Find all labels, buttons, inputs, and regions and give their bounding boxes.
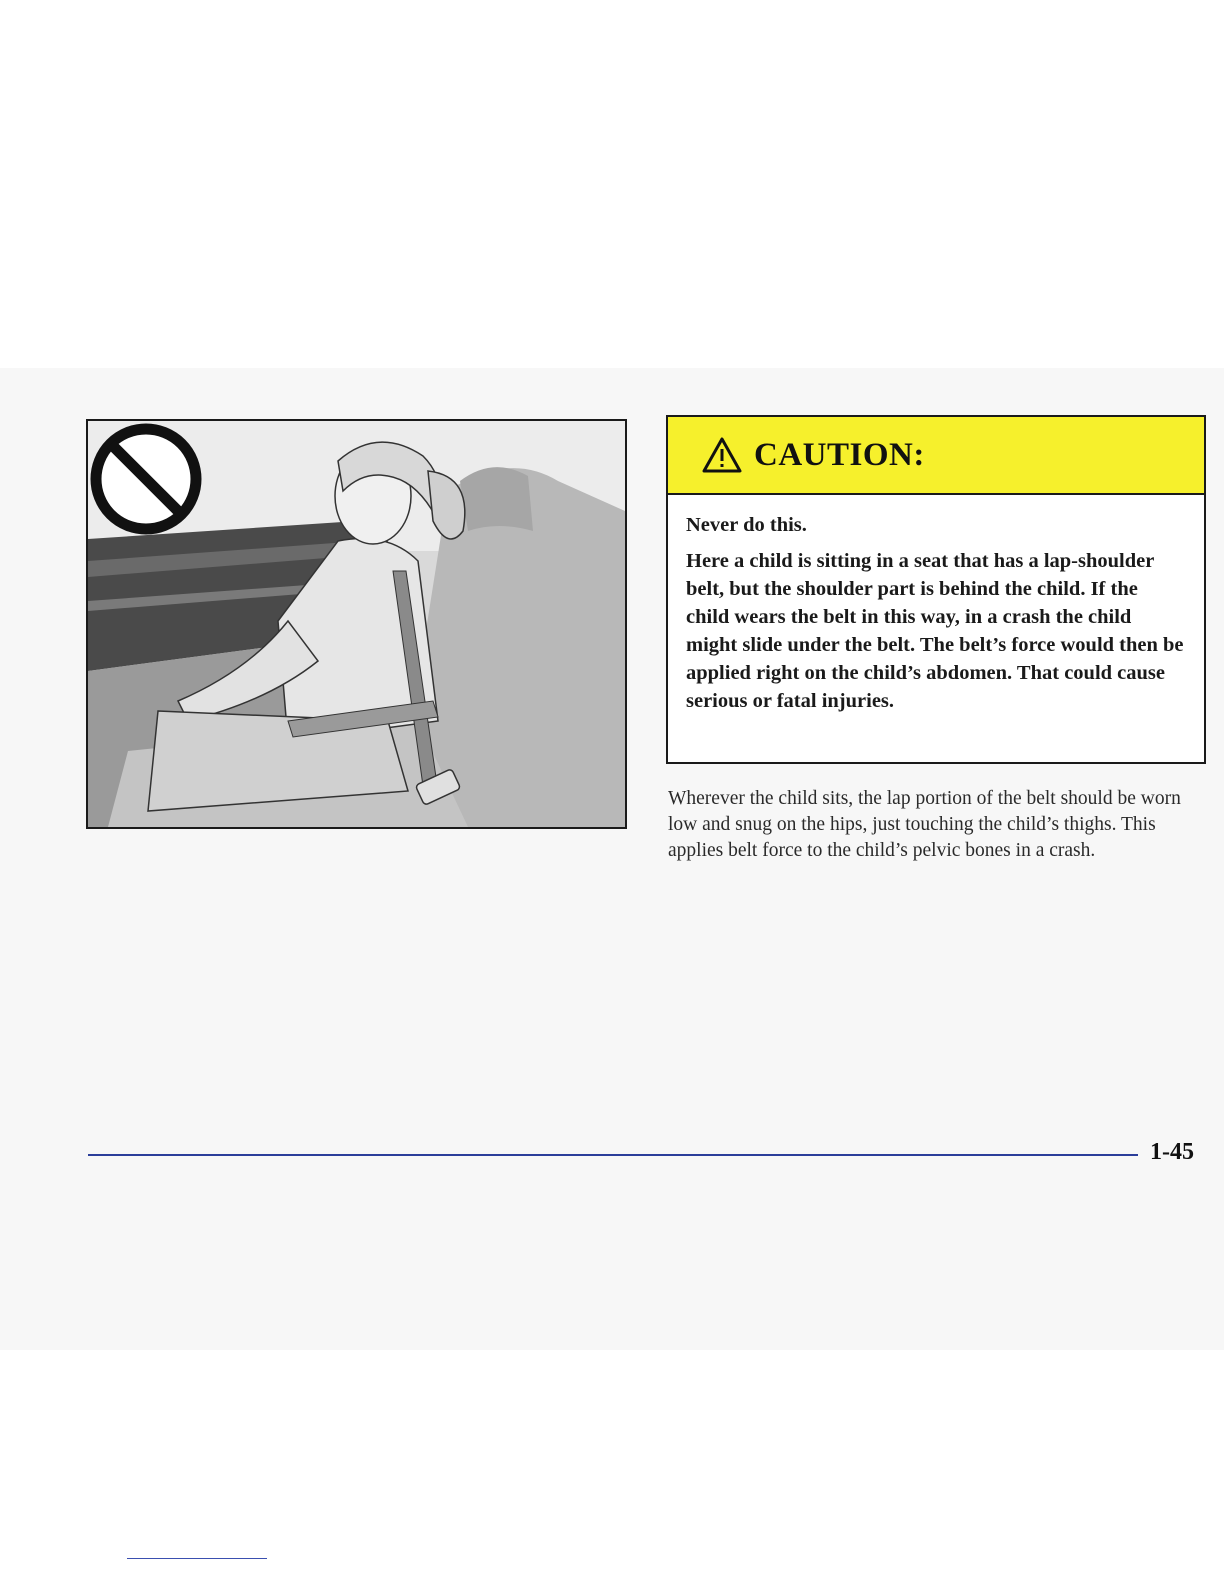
- child-seat-belt-illustration: [86, 419, 627, 829]
- no-symbol-icon: [96, 429, 196, 529]
- caution-body: [668, 495, 1204, 715]
- caution-lead: Never do this.: [686, 514, 807, 536]
- caution-header: [668, 417, 1204, 495]
- illustration-drawing: [88, 421, 625, 827]
- page-number: 1-45: [1150, 1139, 1194, 1165]
- bottom-rule: [127, 1558, 267, 1559]
- headrest: [460, 467, 533, 531]
- caution-title: CAUTION:: [754, 436, 925, 473]
- warning-triangle-icon: [702, 437, 742, 473]
- footer-rule: [88, 1154, 1138, 1156]
- body-paragraph: Wherever the child sits, the lap portion of the belt should be worn low and snug on the hips, just touching the child’s thighs. This applies belt force to the child’s pelvic bones in a crash.: [668, 788, 1181, 861]
- caution-box: [666, 415, 1206, 764]
- caution-text: Here a child is sitting in a seat that has a lap-shoulder belt, but the shoulder part is behind the child. If the child wears the belt in this way, in a crash the child might slide under the belt. The belt’s force would then be applied right on the child’s abdomen. That could cause serious or fatal injuries.: [686, 550, 1184, 712]
